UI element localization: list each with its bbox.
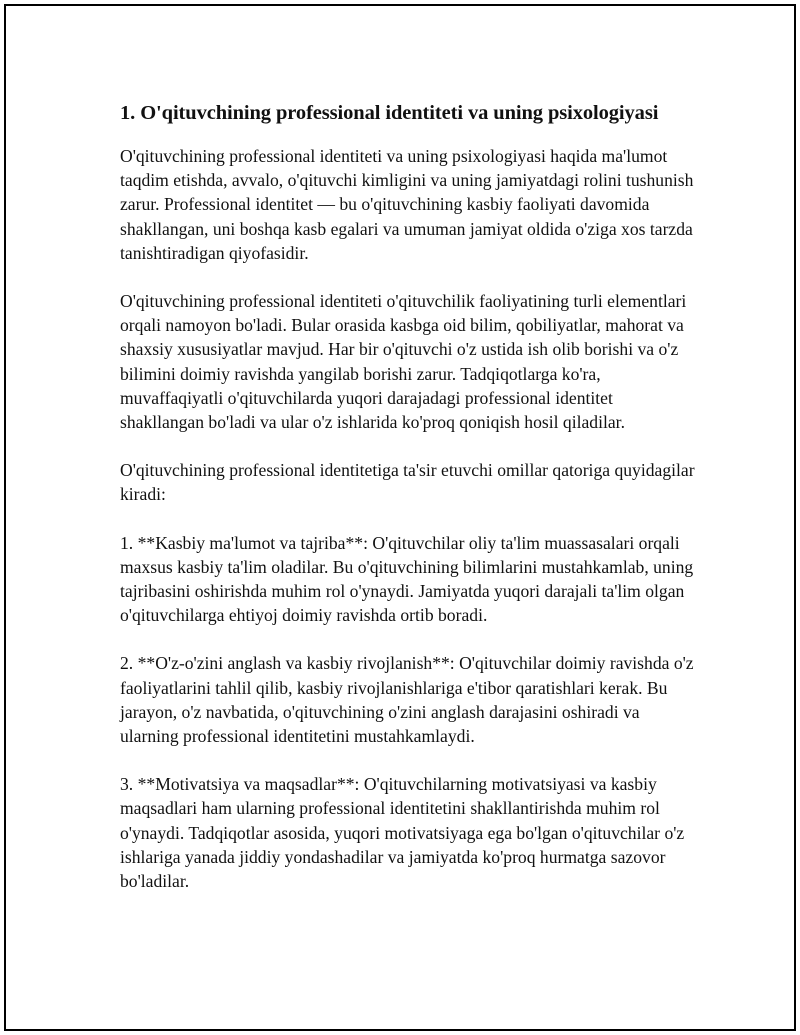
paragraph-factors-intro: O'qituvchining professional identitetiga ta'sir etuvchi omillar qatoriga quyidagilar kiradi:	[120, 460, 695, 505]
paragraph-elements: O'qituvchining professional identiteti o'qituvchilik faoliyatining turli elementlari orqali namoyon bo'ladi. Bular orasida kasbga oid bilim, qobiliyatlar, mahorat va shaxsiy xususiyatlar mavjud. Har bir o'qituvchi o'z ustida ish olib borishi va o'z bilimini doimiy ravishda yangilab borishi zarur. Tadqiqotlarga ko'ra, muvaffaqiyatli o'qituvchilarda yuqori darajadagi professional identitet shakllangan bo'ladi va ular o'z ishlarida ko'proq qoniqish hosil qiladilar.	[120, 291, 687, 433]
list-item-education: 1. **Kasbiy ma'lumot va tajriba**: O'qituvchilar oliy ta'lim muassasalari orqali maxsus kasbiy ta'lim oladilar. Bu o'qituvchining bilimlarini mustahkamlab, uning tajribasini oshirishda muhim rol o'ynaydi. Jamiyatda yuqori darajali ta'lim olgan o'qituvchilarga ehtiyoj doimiy ravishda ortib boradi.	[120, 532, 694, 626]
section-heading: 1. O'qituvchining professional identiteti va uning psixologiyasi	[120, 102, 659, 124]
page-frame	[4, 4, 796, 1031]
list-item-self-awareness: 2. **O'z-o'zini anglash va kasbiy rivojlanish**: O'qituvchilar doimiy ravishda o'z faoliyatlarini tahlil qilib, kasbiy rivojlanishlariga e'tibor qaratishlari kerak. Bu jarayon, o'z navbatida, o'qituvchining o'zini anglash darajasini oshiradi va ularning professional identitetini mustahkamlaydi.	[120, 653, 694, 747]
document-body	[120, 98, 695, 917]
paragraph-intro: O'qituvchining professional identiteti va uning psixologiyasi haqida ma'lumot taqdim etishda, avvalo, o'qituvchi kimligini va uning jamiyatdagi rolini tushunish zarur. Professional identitet — bu o'qituvchining kasbiy faoliyati davomida shakllangan, uni boshqa kasb egalari va umuman jamiyat oldida o'ziga xos tarzda tanishtiradigan qiyofasidir.	[120, 146, 694, 263]
list-item-motivation: 3. **Motivatsiya va maqsadlar**: O'qituvchilarning motivatsiyasi va kasbiy maqsadlari ham ularning professional identitetini shakllantirishda muhim rol o'ynaydi. Tadqiqotlar asosida, yuqori motivatsiyaga ega bo'lgan o'qituvchilar o'z ishlariga yanada jiddiy yondashadilar va jamiyatda ko'proq hurmatga sazovor bo'ladilar.	[120, 774, 685, 892]
